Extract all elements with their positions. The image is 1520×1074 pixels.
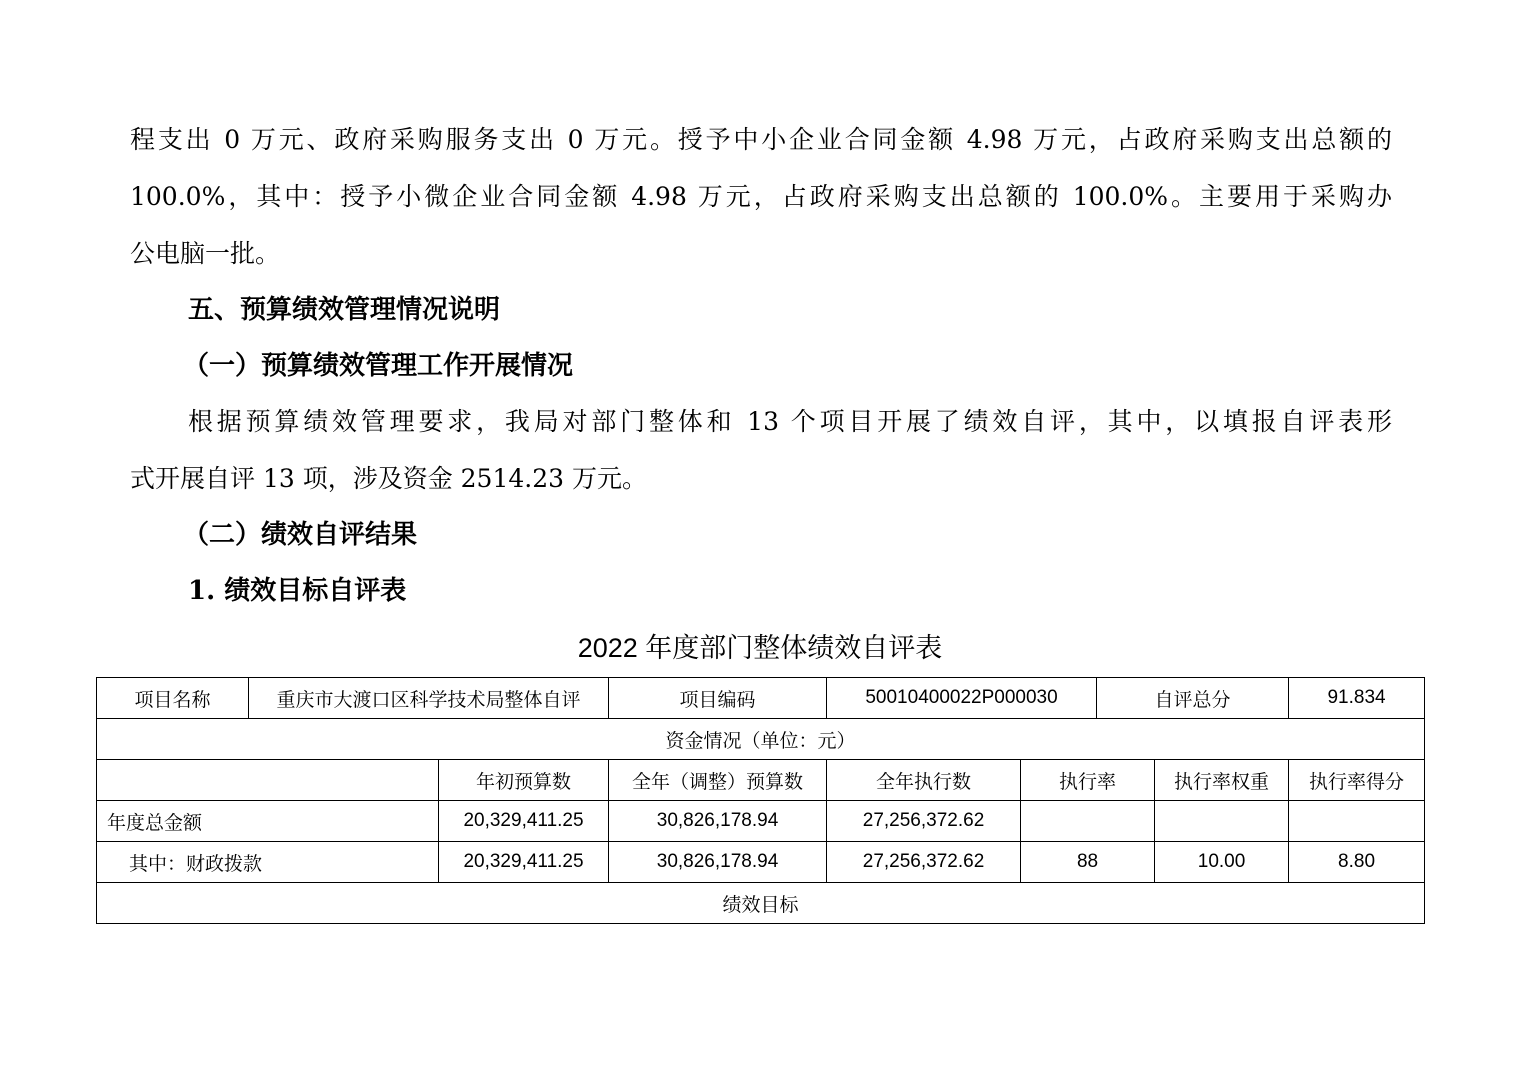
table-cell: 30,826,178.94 xyxy=(609,801,827,842)
table-row xyxy=(97,678,1425,719)
column-header: 年初预算数 xyxy=(439,760,609,801)
column-header: 执行率得分 xyxy=(1289,760,1425,801)
table-cell: 20,329,411.25 xyxy=(439,842,609,883)
table-header-row xyxy=(97,760,1425,801)
list-heading: 1. 绩效目标自评表 xyxy=(188,576,407,606)
paragraph-line: 式开展自评 13 项，涉及资金 2514.23 万元。 xyxy=(130,464,647,493)
table-cell: 27,256,372.62 xyxy=(827,842,1021,883)
project-name-value: 重庆市大渡口区科学技术局整体自评 xyxy=(249,678,609,719)
column-header: 执行率权重 xyxy=(1155,760,1289,801)
table-cell xyxy=(1021,801,1155,842)
table-cell xyxy=(1155,801,1289,842)
table-cell: 8.80 xyxy=(1289,842,1425,883)
funds-header: 资金情况（单位：元） xyxy=(97,719,1425,760)
header-empty-cell xyxy=(97,760,439,801)
paragraph-line: 程支出 0 万元、政府采购服务支出 0 万元。授予中小企业合同金额 4.98 万元，占政府采购支出总额的 xyxy=(130,125,1392,154)
paragraph-line: 公电脑一批。 xyxy=(130,239,281,268)
table-title: 2022 年度部门整体绩效自评表 xyxy=(577,633,943,663)
table-row xyxy=(97,801,1425,842)
table-row xyxy=(97,719,1425,760)
section-heading: 五、预算绩效管理情况说明 xyxy=(188,295,501,325)
table-row xyxy=(97,883,1425,924)
self-evaluation-table xyxy=(96,677,1425,924)
column-header: 执行率 xyxy=(1021,760,1155,801)
table-cell: 20,329,411.25 xyxy=(439,801,609,842)
project-code-value: 50010400022P000030 xyxy=(827,678,1097,719)
row-label: 其中：财政拨款 xyxy=(97,842,439,883)
subsection-heading: （一）预算绩效管理工作开展情况 xyxy=(183,351,574,381)
table-row xyxy=(97,842,1425,883)
score-label: 自评总分 xyxy=(1097,678,1289,719)
paragraph-line: 100.0%，其中：授予小微企业合同金额 4.98 万元，占政府采购支出总额的 100.0%。主要用于采购办 xyxy=(130,182,1392,211)
table-cell: 10.00 xyxy=(1155,842,1289,883)
project-code-label: 项目编码 xyxy=(609,678,827,719)
score-value: 91.834 xyxy=(1289,678,1425,719)
table-cell: 27,256,372.62 xyxy=(827,801,1021,842)
table-cell: 30,826,178.94 xyxy=(609,842,827,883)
paragraph-line: 根据预算绩效管理要求，我局对部门整体和 13 个项目开展了绩效自评，其中，以填报自评表形 xyxy=(188,407,1392,436)
table-cell: 88 xyxy=(1021,842,1155,883)
subsection-heading: （二）绩效自评结果 xyxy=(183,520,418,550)
project-name-label: 项目名称 xyxy=(97,678,249,719)
column-header: 全年（调整）预算数 xyxy=(609,760,827,801)
goals-header: 绩效目标 xyxy=(97,883,1425,924)
row-label: 年度总金额 xyxy=(97,801,439,842)
column-header: 全年执行数 xyxy=(827,760,1021,801)
table-cell xyxy=(1289,801,1425,842)
